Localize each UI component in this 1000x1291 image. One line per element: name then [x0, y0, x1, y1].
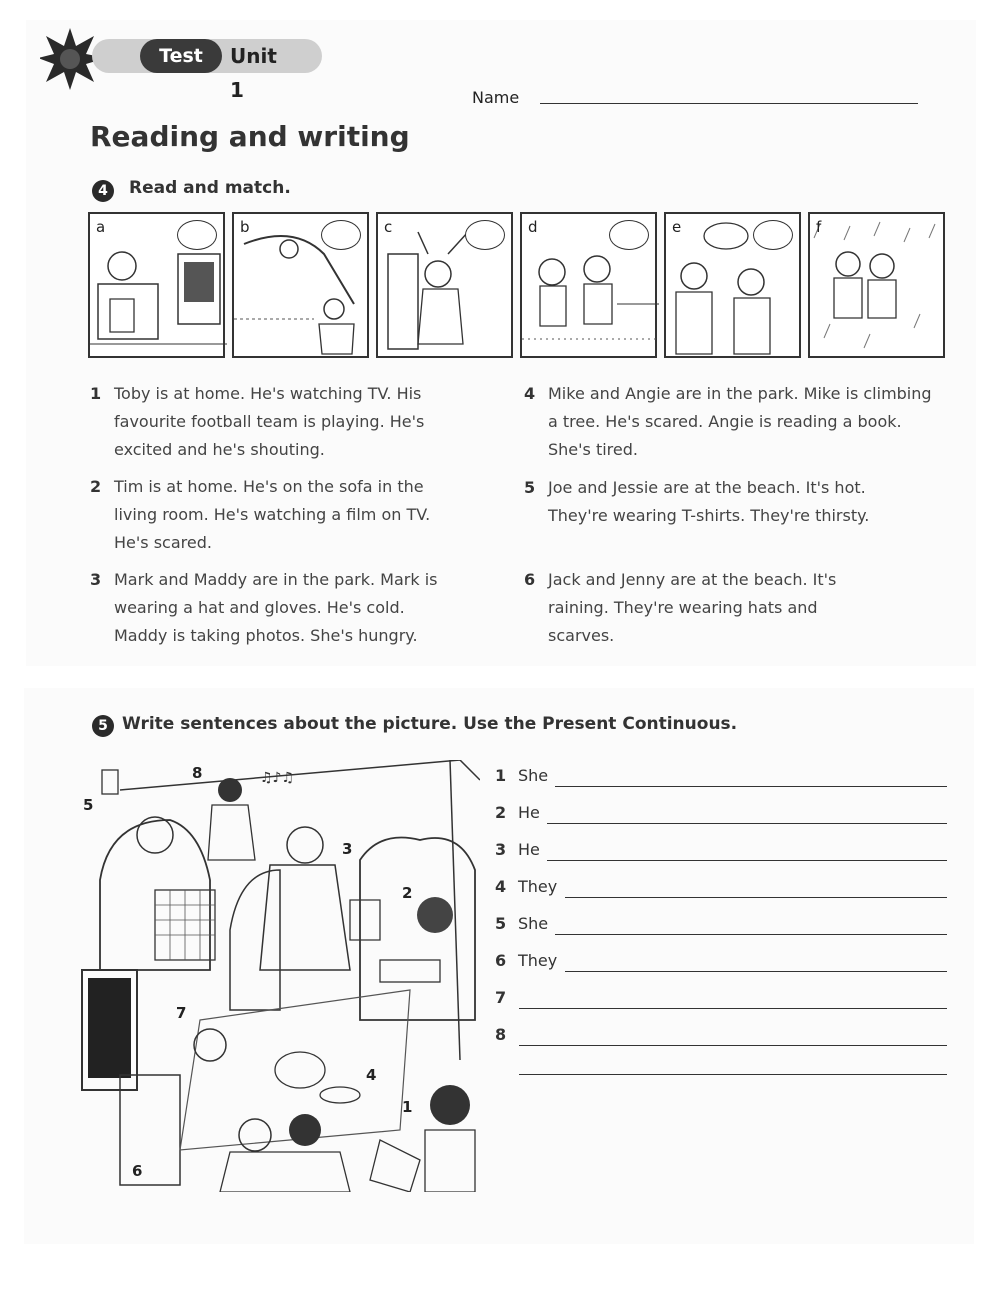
answer-oval[interactable]	[321, 220, 361, 250]
sentence-row-8-continuation	[495, 1050, 947, 1080]
sentence-number: 3	[495, 840, 507, 859]
story-number: 2	[90, 477, 102, 496]
answer-line[interactable]	[519, 1074, 947, 1075]
scene-label-8: 8	[192, 764, 203, 782]
section-title: Reading and writing	[90, 120, 410, 153]
panel-b	[232, 212, 369, 358]
living-room-scene	[80, 760, 480, 1192]
sentence-number: 6	[495, 951, 507, 970]
sentence-row-8	[495, 1021, 947, 1051]
answer-line[interactable]	[519, 1008, 947, 1009]
answer-line[interactable]	[547, 823, 947, 824]
panel-d	[520, 212, 657, 358]
scene-label-6: 6	[132, 1162, 143, 1180]
answer-oval[interactable]	[609, 220, 649, 250]
badge-test-label: Test	[140, 39, 222, 73]
answer-line[interactable]	[555, 786, 947, 787]
answer-oval[interactable]	[177, 220, 217, 250]
sentence-number: 8	[495, 1025, 507, 1044]
scene-label-5: 5	[83, 796, 94, 814]
story-text: Joe and Jessie are at the beach. It's hot. They're wearing T-shirts. They're thirsty.	[548, 478, 870, 525]
badge-unit-label: Unit 1	[230, 44, 277, 102]
name-label: Name	[472, 88, 520, 107]
exercise-5-instruction: Write sentences about the picture. Use the Present Continuous.	[122, 714, 738, 734]
story-text: Tim is at home. He's on the sofa in the living room. He's watching a film on TV. He's scared.	[114, 477, 431, 552]
panel-e	[664, 212, 801, 358]
story-number: 1	[90, 384, 102, 403]
sentence-number: 4	[495, 877, 507, 896]
story-text: Toby is at home. He's watching TV. His favourite football team is playing. He's excited and he's shouting.	[114, 384, 425, 459]
panel-letter: b	[240, 218, 250, 236]
name-field-line[interactable]	[540, 103, 918, 104]
sentence-number: 2	[495, 803, 507, 822]
story-text: Mark and Maddy are in the park. Mark is wearing a hat and gloves. He's cold. Maddy is taking photos. She's hungry.	[114, 570, 438, 645]
panel-c	[376, 212, 513, 358]
answer-oval[interactable]	[753, 220, 793, 250]
sentence-start: They	[518, 877, 558, 896]
sentence-number: 5	[495, 914, 507, 933]
sentence-row-1	[495, 762, 947, 792]
sentence-row-6	[495, 947, 947, 977]
scene-label-1: 1	[402, 1098, 413, 1116]
sentence-number: 1	[495, 766, 507, 785]
panel-letter: f	[816, 218, 822, 236]
answer-line[interactable]	[565, 897, 947, 898]
sentence-row-5	[495, 910, 947, 940]
story-number: 6	[524, 570, 536, 589]
answer-line[interactable]	[555, 934, 947, 935]
story-text: Mike and Angie are in the park. Mike is climbing a tree. He's scared. Angie is reading a book. She's tired.	[548, 384, 932, 459]
living-room-illustration	[80, 760, 480, 1192]
scene-label-3: 3	[342, 840, 353, 858]
panel-letter: d	[528, 218, 538, 236]
story-number: 3	[90, 570, 102, 589]
sentence-start: He	[518, 803, 540, 822]
answer-oval[interactable]	[465, 220, 505, 250]
story-number: 5	[524, 478, 536, 497]
answer-line[interactable]	[519, 1045, 947, 1046]
sentence-start: She	[518, 766, 549, 785]
svg-text:♫♪♫: ♫♪♫	[260, 770, 295, 786]
panel-letter: a	[96, 218, 106, 236]
scene-label-7: 7	[176, 1004, 187, 1022]
panel-a	[88, 212, 225, 358]
panel-letter: c	[384, 218, 393, 236]
scene-label-4: 4	[366, 1066, 377, 1084]
picture-panels	[88, 212, 947, 360]
answer-line[interactable]	[565, 971, 947, 972]
panel-f	[808, 212, 945, 358]
answer-line[interactable]	[547, 860, 947, 861]
sentence-start: He	[518, 840, 540, 859]
scene-label-2: 2	[402, 884, 413, 902]
sentence-row-2	[495, 799, 947, 829]
panel-f-illustration	[810, 214, 947, 360]
exercise-5-number: 5	[92, 715, 114, 737]
story-number: 4	[524, 384, 536, 403]
exercise-4-number: 4	[92, 180, 114, 202]
sentence-row-7	[495, 984, 947, 1014]
sentence-row-3	[495, 836, 947, 866]
sentence-start: She	[518, 914, 549, 933]
sentence-number: 7	[495, 988, 507, 1007]
sentence-start: They	[518, 951, 558, 970]
story-text: Jack and Jenny are at the beach. It's raining. They're wearing hats and scarves.	[548, 570, 837, 645]
sentence-row-4	[495, 873, 947, 903]
panel-letter: e	[672, 218, 682, 236]
exercise-4-instruction: Read and match.	[129, 178, 291, 198]
